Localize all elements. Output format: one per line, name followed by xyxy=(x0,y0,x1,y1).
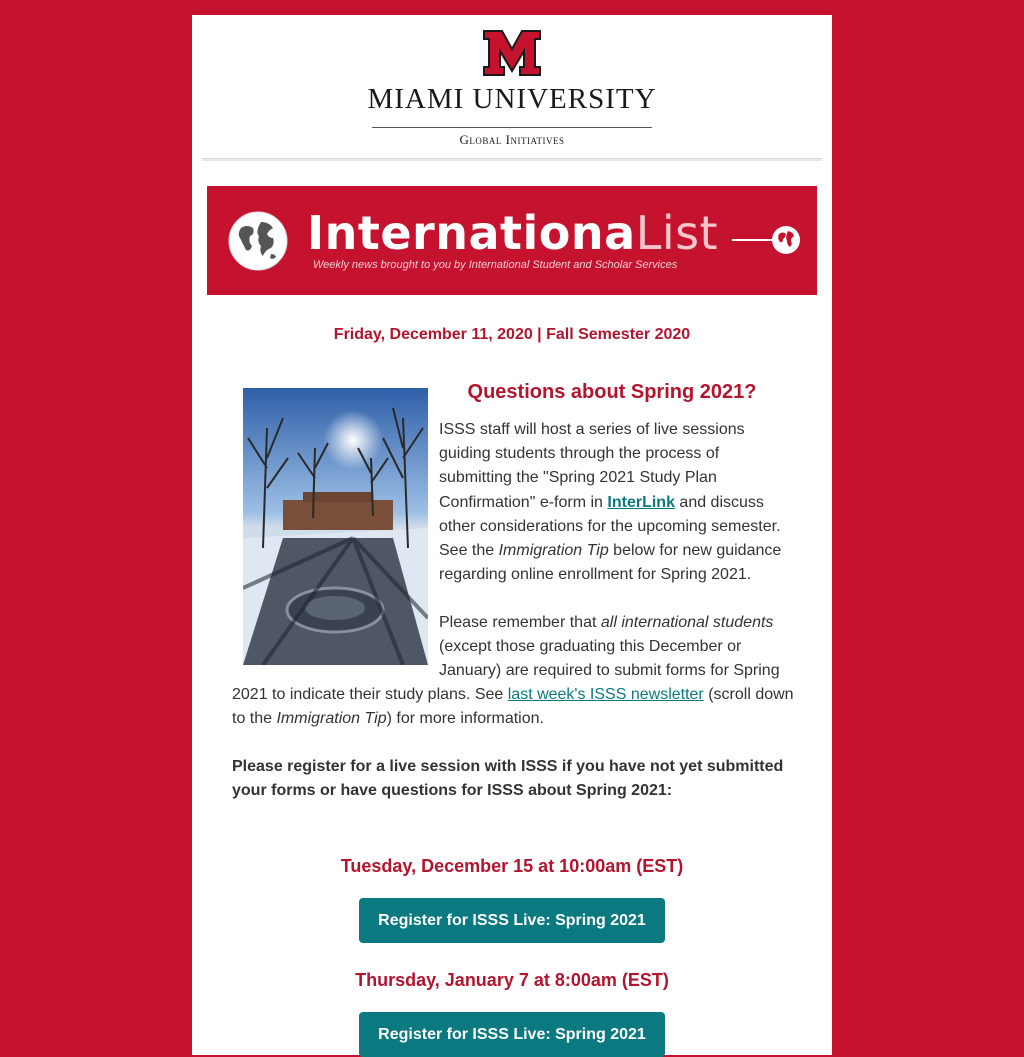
all-students-italic: all international students xyxy=(600,614,774,631)
p2-text-after-link: (scroll down to the xyxy=(232,686,794,728)
article-paragraph-2-bottom xyxy=(232,683,802,731)
banner-tagline: Weekly news brought to you by International Student and Scholar Services xyxy=(313,259,678,271)
department-name: Global Initiatives xyxy=(459,132,565,147)
issue-date: Friday, December 11, 2020 | Fall Semester 2020 xyxy=(333,326,691,343)
campus-winter-photo xyxy=(243,388,428,665)
p1-text-end: below for new guidance regarding online enrollment for Spring 2021. xyxy=(439,542,782,584)
register-button-2[interactable]: Register for ISSS Live: Spring 2021 xyxy=(359,1012,665,1057)
p1-text-mid: and discuss other considerations for the upcoming semester. See the xyxy=(439,493,781,560)
article-paragraph-1 xyxy=(439,418,794,587)
email-card xyxy=(192,15,832,1055)
header-divider xyxy=(202,158,822,161)
immigration-tip-italic: Immigration Tip xyxy=(498,542,609,560)
globe-icon xyxy=(227,210,289,272)
interlink-link[interactable]: InterLink xyxy=(607,493,675,511)
p2-text-wrapped: (except those graduating this December or January) are required to submit forms for Spring xyxy=(439,638,780,680)
p2-text-end: ) for more information. xyxy=(386,710,544,728)
miami-m-icon xyxy=(482,29,542,77)
banner-title-part1: Internationa xyxy=(307,206,636,260)
register-button-1[interactable]: Register for ISSS Live: Spring 2021 xyxy=(359,898,665,943)
article-title: Questions about Spring 2021? xyxy=(467,381,757,403)
logo-rule xyxy=(372,127,652,128)
banner-title xyxy=(307,206,718,260)
miami-university-logo[interactable] xyxy=(192,29,832,149)
immigration-tip-italic-2: Immigration Tip xyxy=(276,710,387,728)
p2-text: Please remember that xyxy=(439,614,601,631)
session-date-2: Thursday, January 7 at 8:00am (EST) xyxy=(355,970,669,990)
banner-title-part2: List xyxy=(635,206,719,260)
internationalist-banner xyxy=(207,186,817,295)
session-date-1: Tuesday, December 15 at 10:00am (EST) xyxy=(340,856,684,876)
small-globe-icon xyxy=(770,224,802,256)
article-paragraph-3: Please register for a live session with ISSS if you have not yet submitted your forms or have questions for ISSS about Spring 2021: xyxy=(232,758,784,800)
p2-text-full: 2021 to indicate their study plans. See xyxy=(232,686,508,703)
article-paragraph-2-top xyxy=(439,611,794,684)
last-week-newsletter-link[interactable]: last week's ISSS newsletter xyxy=(507,686,704,703)
university-name: MIAMI UNIVERSITY xyxy=(367,83,657,115)
p1-text: ISSS staff will host a series of live sessions guiding students through the process of submitting the "Spring 2021 Study Plan Confirmation" e-form in xyxy=(439,421,745,511)
